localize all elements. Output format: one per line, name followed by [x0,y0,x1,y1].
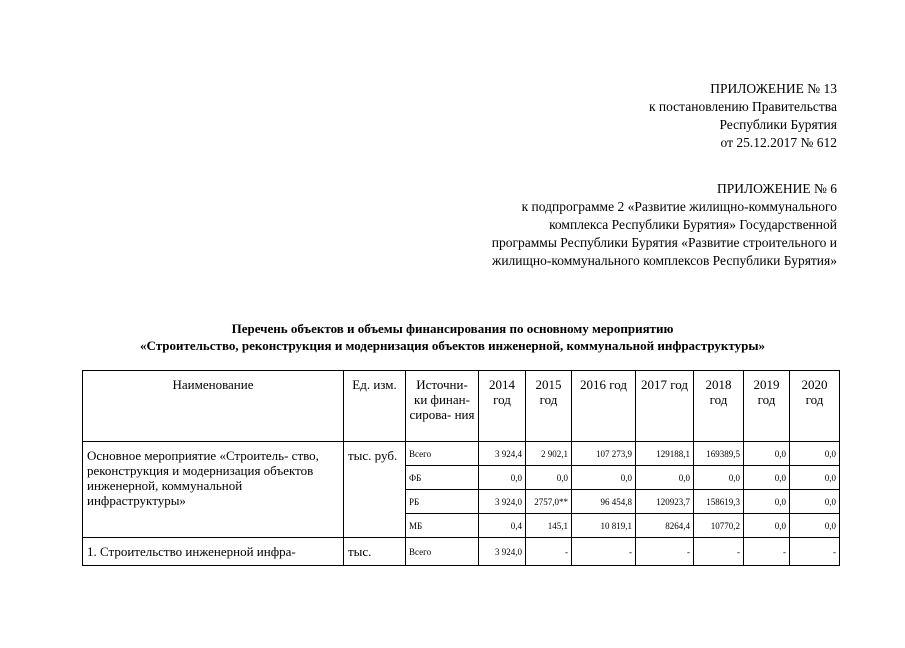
cell-value: 0,0 [694,466,744,490]
appendix-13-date: от 25.12.2017 № 612 [720,135,837,150]
row-source: ФБ [406,466,479,490]
appendix-6-line: комплекса Республики Бурятия» Государственной [549,217,837,232]
page-cutoff [0,568,905,648]
financing-table [82,370,840,566]
cell-value: 0,0 [790,514,840,538]
cell-value: 0,0 [526,466,572,490]
header-2014: 2014 год [479,371,526,442]
row-source: МБ [406,514,479,538]
row-source: РБ [406,490,479,514]
appendix-6-line: к подпрограмме 2 «Развитие жилищно-коммунального [521,199,837,214]
cell-value: - [694,538,744,566]
cell-value: 0,0 [744,514,790,538]
row-name: 1. Строительство инженерной инфра- [83,538,344,566]
cell-value: 0,0 [744,442,790,466]
appendix-6-line: жилищно-коммунального комплексов Республики Бурятия» [492,253,837,268]
row-source: Всего [406,538,479,566]
header-unit: Ед. изм. [344,371,406,442]
header-2018: 2018 год [694,371,744,442]
cell-value: 0,0 [790,490,840,514]
header-name: Наименование [83,371,344,442]
row-unit: тыс. [344,538,406,566]
cell-value: 120923,7 [636,490,694,514]
header-2016: 2016 год [572,371,636,442]
cell-value: 3 924,0 [479,490,526,514]
cell-value: - [572,538,636,566]
cell-value: 145,1 [526,514,572,538]
cell-value: - [790,538,840,566]
cell-value: 129188,1 [636,442,694,466]
appendix-13-title: ПРИЛОЖЕНИЕ № 13 [710,81,837,96]
appendix-13-line: к постановлению Правительства [648,99,837,114]
cell-value: 10 819,1 [572,514,636,538]
header-2017: 2017 год [636,371,694,442]
row-source: Всего [406,442,479,466]
title-line: Перечень объектов и объемы финансирования по основному мероприятию [231,321,674,336]
table-row [83,442,840,466]
row-unit: тыс. руб. [344,442,406,538]
cell-value: 0,4 [479,514,526,538]
cell-value: 8264,4 [636,514,694,538]
cell-value: - [636,538,694,566]
cell-value: 0,0 [744,490,790,514]
cell-value: 0,0 [790,442,840,466]
document-title [0,320,905,354]
cell-value: 3 924,0 [479,538,526,566]
cell-value: 0,0 [479,466,526,490]
cell-value: - [526,538,572,566]
appendix-6-line: программы Республики Бурятия «Развитие строительного и [491,235,837,250]
title-line: «Строительство, реконструкция и модернизация объектов инженерной, коммунальной инфраструктуры» [139,338,766,353]
table-header-row [83,371,840,442]
cell-value: - [744,538,790,566]
cell-value: 3 924,4 [479,442,526,466]
cell-value: 107 273,9 [572,442,636,466]
appendix-6-title: ПРИЛОЖЕНИЕ № 6 [716,181,837,196]
cell-value: 158619,3 [694,490,744,514]
cell-value: 0,0 [790,466,840,490]
cell-value: 0,0 [572,466,636,490]
header-2019: 2019 год [744,371,790,442]
cell-value: 96 454,8 [572,490,636,514]
header-2020: 2020 год [790,371,840,442]
cell-value: 0,0 [744,466,790,490]
cell-value: 2757,0** [526,490,572,514]
cell-value: 0,0 [636,466,694,490]
table-row [83,538,840,566]
header-source: Источни- ки финан- сирова- ния [406,371,479,442]
cell-value: 2 902,1 [526,442,572,466]
appendix-6-header [492,180,837,270]
header-2015: 2015 год [526,371,572,442]
appendix-13-line: Республики Бурятия [719,117,837,132]
appendix-13-header [649,80,837,152]
row-name: Основное мероприятие «Строитель- ство, реконструкция и модернизация объектов инженерной, коммунальной инфраструктуры» [83,442,344,538]
cell-value: 10770,2 [694,514,744,538]
cell-value: 169389,5 [694,442,744,466]
